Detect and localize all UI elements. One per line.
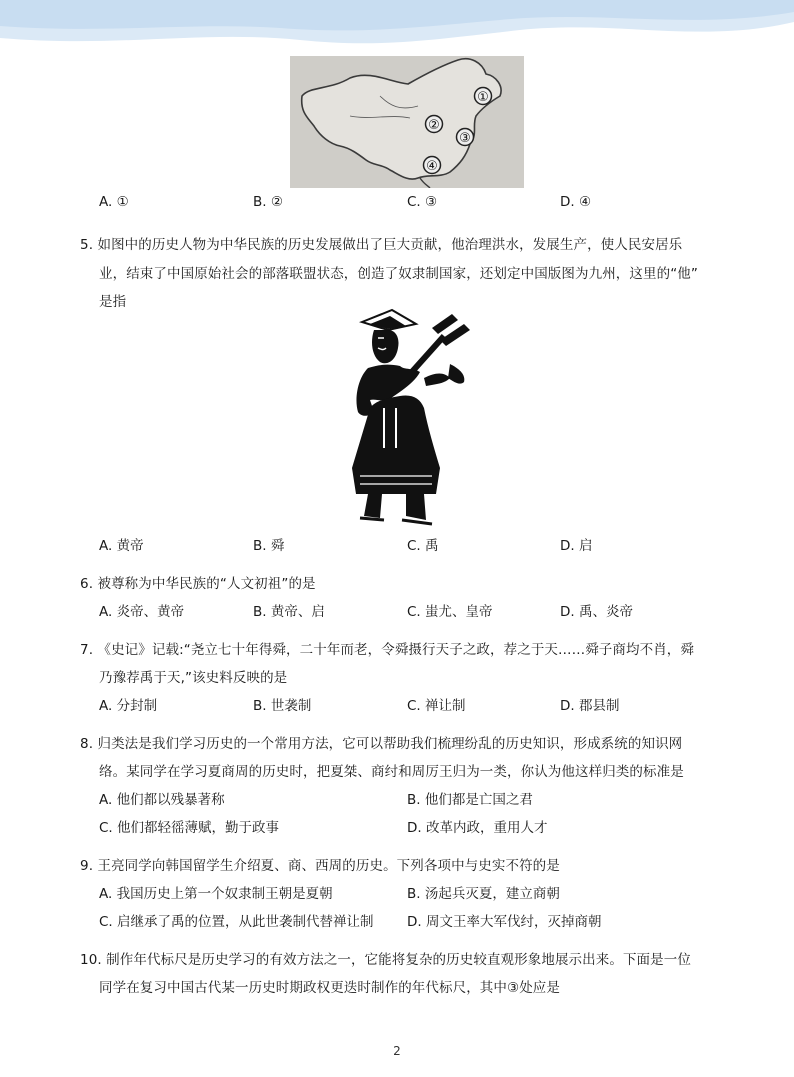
map-marker-1: ① [477,90,489,105]
q8-option-b[interactable]: B. 他们都是亡国之君 [407,792,533,808]
map-option-b[interactable]: B. ② [253,194,283,210]
q8-option-d[interactable]: D. 改革内政，重用人才 [407,820,548,836]
q5-option-b[interactable]: B. 舜 [253,538,285,554]
q6-option-b[interactable]: B. 黄帝、启 [253,604,325,620]
header-wave-decoration [0,0,794,60]
q5-option-a[interactable]: A. 黄帝 [99,538,144,554]
q10-stem-line-1: 10. 制作年代标尺是历史学习的有效方法之一，它能将复杂的历史较直观形象地展示出来。下面是一位 [80,952,691,968]
q5-option-c[interactable]: C. 禹 [407,538,439,554]
q9-option-b[interactable]: B. 汤起兵灭夏，建立商朝 [407,886,560,902]
q6-stem-line-1: 6. 被尊称为中华民族的“人文初祖”的是 [80,576,316,592]
q10-stem-line-2: 同学在复习中国古代某一历史时期政权更迭时制作的年代标尺，其中③处应是 [99,980,561,996]
q7-option-d[interactable]: D. 郡县制 [560,698,620,714]
map-option-c[interactable]: C. ③ [407,194,438,210]
q9-stem-line-1: 9. 王亮同学向韩国留学生介绍夏、商、西周的历史。下列各项中与史实不符的是 [80,858,560,874]
q8-option-c[interactable]: C. 他们都轻徭薄赋，勤于政事 [99,820,280,836]
q7-stem-line-1: 7. 《史记》记载:“尧立七十年得舜，二十年而老，令舜摄行天子之政，荐之于天……舜子商均不肖，舜 [80,642,695,658]
q8-stem-line-1: 8. 归类法是我们学习历史的一个常用方法，它可以帮助我们梳理纷乱的历史知识，形成系统的知识网 [80,736,683,752]
q7-option-b[interactable]: B. 世袭制 [253,698,312,714]
q5-stem-line-1: 5. 如图中的历史人物为中华民族的历史发展做出了巨大贡献，他治理洪水，发展生产，使人民安居乐 [80,237,683,253]
q6-option-d[interactable]: D. 禹、炎帝 [560,604,633,620]
map-marker-4: ④ [426,159,438,174]
q7-stem-line-2: 乃豫荐禹于天,”该史料反映的是 [99,670,288,686]
q9-option-a[interactable]: A. 我国历史上第一个奴隶制王朝是夏朝 [99,886,333,902]
q5-stem-line-2: 业，结束了中国原始社会的部落联盟状态，创造了奴隶制国家，还划定中国版图为九州，这里的“他” [99,266,698,282]
map-marker-2: ② [428,118,440,133]
q7-option-c[interactable]: C. 禅让制 [407,698,466,714]
q8-option-a[interactable]: A. 他们都以残暴著称 [99,792,225,808]
china-map-image [290,56,524,188]
q8-stem-line-2: 络。某同学在学习夏商周的历史时，把夏桀、商纣和周厉王归为一类，你认为他这样归类的标准是 [99,764,684,780]
map-marker-3: ③ [459,131,471,146]
q9-option-c[interactable]: C. 启继承了禹的位置，从此世袭制代替禅让制 [99,914,374,930]
map-option-a[interactable]: A. ① [99,194,129,210]
q7-option-a[interactable]: A. 分封制 [99,698,158,714]
page-number: 2 [393,1044,401,1058]
q5-stem-line-3: 是指 [99,294,127,310]
q5-option-d[interactable]: D. 启 [560,538,593,554]
map-option-d[interactable]: D. ④ [560,194,592,210]
q6-option-a[interactable]: A. 炎帝、黄帝 [99,604,185,620]
q6-option-c[interactable]: C. 蚩尤、皇帝 [407,604,493,620]
yu-figure-image [340,308,470,530]
q9-option-d[interactable]: D. 周文王率大军伐纣，灭掉商朝 [407,914,602,930]
